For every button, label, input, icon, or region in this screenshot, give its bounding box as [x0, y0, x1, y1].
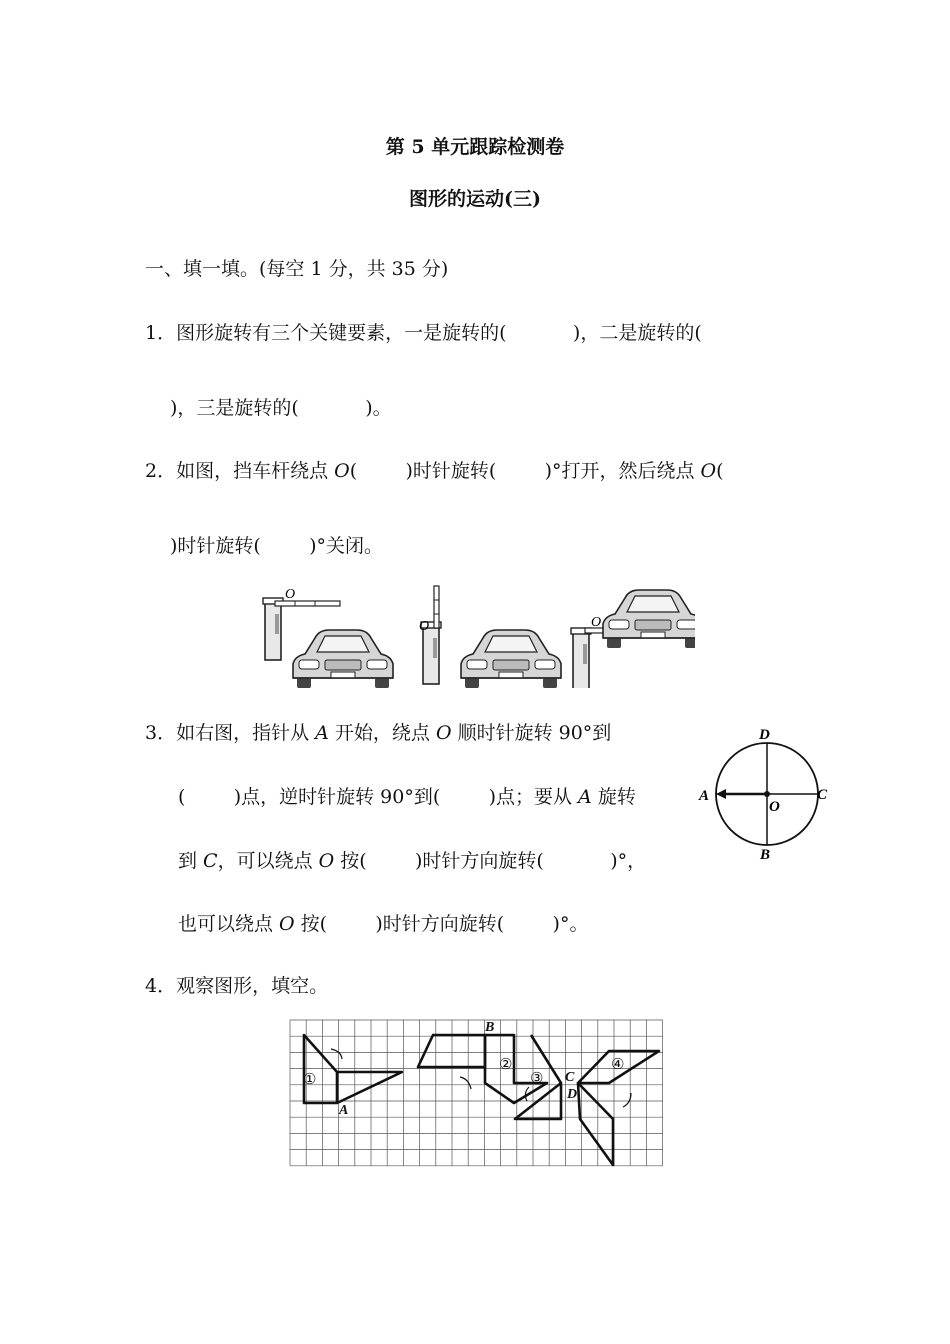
gate-post-1: [263, 598, 283, 660]
label-a: A: [339, 1103, 349, 1118]
label-c: C: [817, 787, 828, 803]
q1-line2: )，三是旋转的( )。: [170, 397, 392, 419]
label-a: A: [699, 788, 710, 804]
label-b: B: [760, 847, 771, 863]
page-title: 第 5 单元跟踪检测卷: [385, 136, 565, 158]
clock-circle-figure: [695, 722, 840, 867]
label-o: O: [769, 799, 780, 815]
q2-line1: 2．如图，挡车杆绕点 O( )时针旋转( )°打开，然后绕点 O(: [145, 460, 724, 482]
q4-line1: 4．观察图形，填空。: [145, 975, 329, 997]
shape-1: [304, 1035, 337, 1103]
point-o-label: O: [285, 587, 296, 602]
rotate-arrow-icon: [623, 1093, 631, 1107]
rotate-arrow-icon: [460, 1077, 471, 1089]
q3-line3: 到 C，可以绕点 O 按( )时针方向旋转( )°，: [178, 850, 647, 872]
q3-line2: ( )点，逆时针旋转 90°到( )点；要从 A 旋转: [178, 786, 636, 808]
rotation-arrows: [331, 1049, 631, 1107]
label-d: D: [567, 1087, 578, 1102]
rotation-grid-figure: [285, 1015, 665, 1175]
point-o-label: O: [591, 615, 602, 630]
q3-line1: 3．如右图，指针从 A 开始，绕点 O 顺时针旋转 90°到: [145, 722, 612, 744]
shape-2-trapezoid: [418, 1035, 485, 1067]
car-3: [603, 590, 695, 648]
rotate-arrow-icon: [331, 1049, 342, 1059]
arrow-head-icon: [716, 789, 726, 799]
square-grid: [290, 1020, 663, 1166]
label-circle-2: ②: [499, 1057, 513, 1073]
section-heading: 一、填一填。(每空 1 分，共 35 分): [145, 258, 449, 280]
barrier-figure: [255, 578, 695, 688]
car-1: [293, 630, 393, 688]
gate-post-3: [571, 628, 591, 688]
label-circle-1: ①: [303, 1072, 317, 1088]
label-b: B: [485, 1020, 495, 1035]
car-2: [461, 630, 561, 688]
label-circle-4: ④: [611, 1057, 625, 1073]
center-dot: [764, 791, 770, 797]
label-d: D: [759, 727, 770, 743]
q1-line1: 1．图形旋转有三个关键要素，一是旋转的( )，二是旋转的(: [145, 322, 702, 344]
q2-line2: )时针旋转( )°关闭。: [170, 535, 384, 557]
page-subtitle: 图形的运动(三): [409, 188, 541, 210]
label-c: C: [565, 1070, 575, 1085]
label-circle-3: ③: [530, 1071, 544, 1087]
shape-1-rotated: [337, 1072, 402, 1103]
q3-line4: 也可以绕点 O 按( )时针方向旋转( )°。: [178, 913, 589, 935]
barrier-bar-open: [434, 586, 439, 628]
shape-4-rotated: [578, 1083, 613, 1165]
point-o-label: O: [419, 619, 430, 634]
